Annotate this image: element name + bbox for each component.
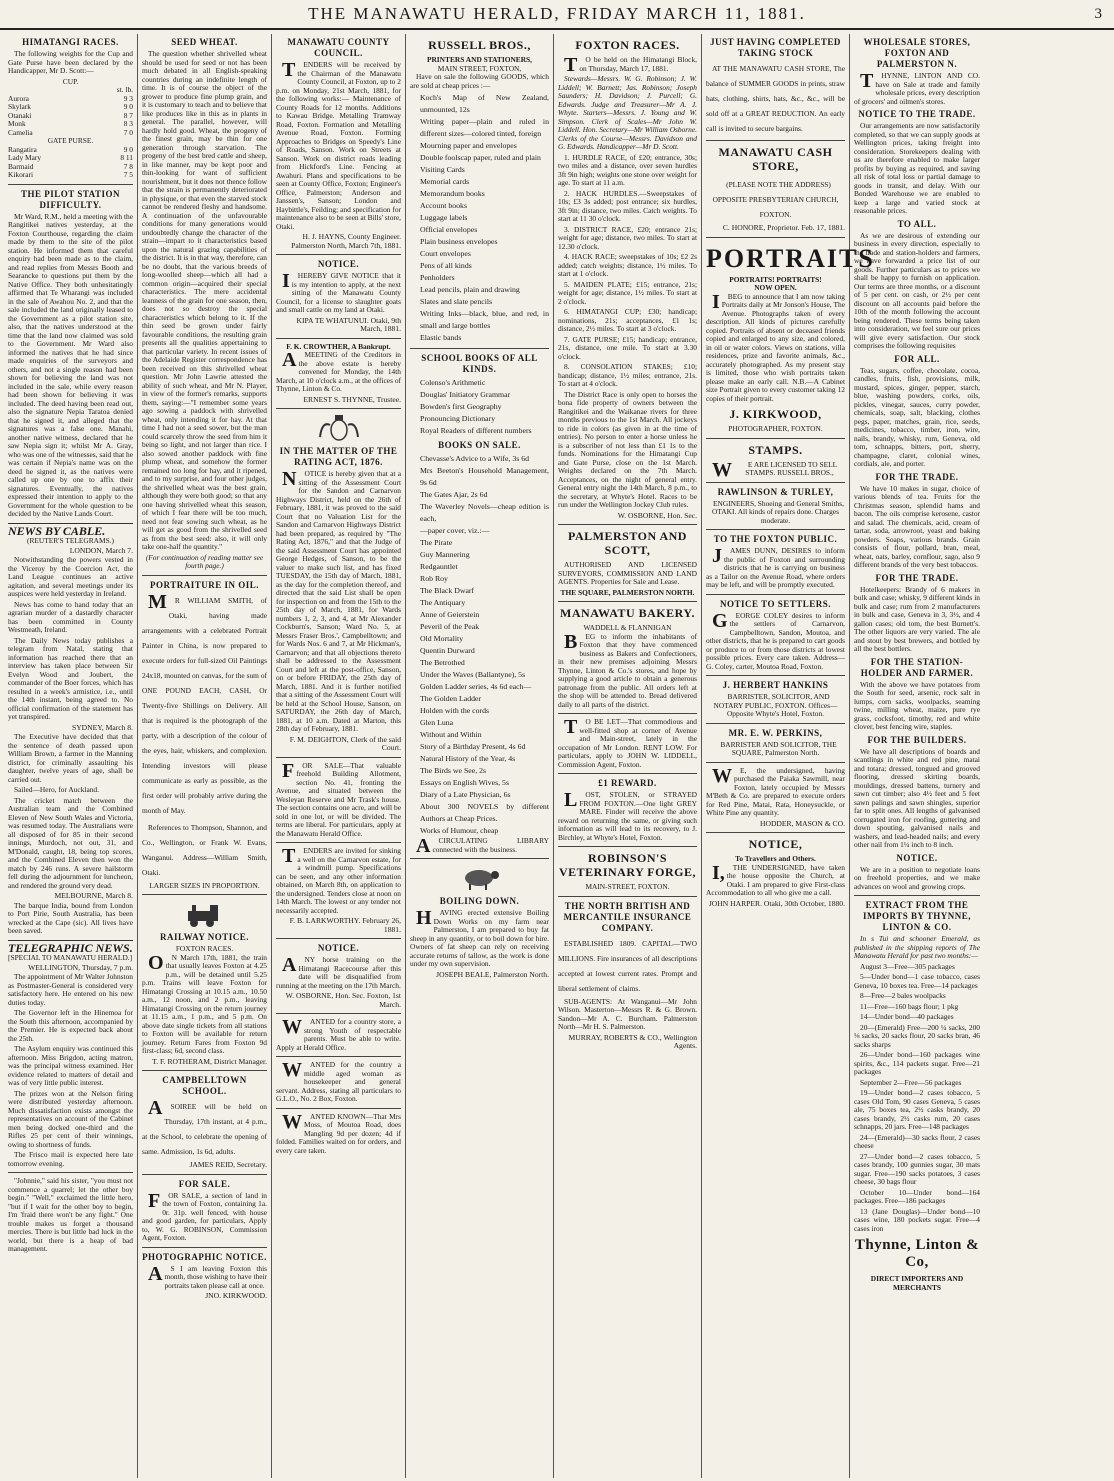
- list-item: 24—(Emerald)—30 sacks flour, 2 cases cheese: [854, 1132, 980, 1150]
- telegraph-paragraph: The Governor left in the Hinemoa for the South this afternoon, accompanied by the Premier. He is expected back about the 25th.: [8, 1008, 133, 1043]
- divider: [706, 762, 845, 763]
- for-sale-heading: FOR SALE.: [178, 1178, 231, 1189]
- county-council-body: TENDERS will be received by the Chairman of the Manawatu County Council, at Foxton, up to 2 p.m. on Monday, 21st March, 1881, for the following works:— Maintenance of County Roads for 12 months. Additions to Kawau Bridge. Metalling Tramway Road, Foxton. Formation and Metalling Avenue Road, Foxton. Forming Approaches to Bridges on Speedy's Line of Roads, Sanson. Work on Streets at Sanson. Work on district roads leading from Hickford's Line. Fencing at Awahuri. Plans and specifications to be seen at County Office, Foxton; Engineer's Office, Palmerston; Anderson and Janssen's, Sanson; London and Haybittle's, Feilding; and specification for maintenance also to be seen at Bills' store, Otaki.: [276, 59, 401, 231]
- list-item: August 3—Free—305 packages: [860, 961, 955, 971]
- for-sale-body: FOR SALE, a section of land in the town of Foxton, containing 1a. 0r. 31p. well fenced, with house and good garden, for particulars, Apply to, W. G. ROBINSON, Commission Agent, Foxton.: [142, 1189, 267, 1242]
- divider: [558, 773, 697, 774]
- list-item: Koch's Map of New Zealand, unmounted, 12s: [420, 93, 549, 114]
- circulating-library: ACIRCULATING LIBRARY connected with the business.: [416, 835, 549, 857]
- list-item: Memorial cards: [420, 177, 470, 186]
- telegraph-paragraph: The prizes won at the Nelson firing were distributed yesterday afternoon. Much dissatisfaction exists amongst the representatives on account of the Cabinet men being docked one-third and the Rifles 25 per cent of their winnings, owing to shortness of funds.: [8, 1088, 133, 1149]
- cash-store-signature: C. HONORE, Proprietor. Feb. 17, 1881.: [722, 223, 845, 232]
- cable-dateline: SYDNEY, March 8.: [71, 722, 133, 732]
- horse-weight: 9 0: [123, 102, 133, 111]
- gate-purse-label: GATE PURSE.: [47, 136, 94, 145]
- portraits-now-open: NOW OPEN.: [754, 283, 797, 292]
- list-item: Elastic bands: [420, 333, 462, 342]
- list-item: The Black Dwarf: [420, 586, 475, 595]
- list-item: Diary of a Late Physician, 6s: [420, 790, 511, 799]
- races-intro: The following weights for the Cup and Gate Purse have been declared by the Handicapper, Mr D. Scott:—: [8, 49, 133, 75]
- list-item: Works of Humour, cheap: [420, 826, 499, 835]
- horse-weight: 7 8: [123, 161, 133, 171]
- cup-label: CUP.: [62, 76, 79, 86]
- railway-notice-heading: RAILWAY NOTICE.: [159, 932, 250, 942]
- wholesale-stores-heading: WHOLESALE STORES, FOXTON AND PALMERSTON N.: [863, 37, 971, 69]
- wanted-youth: WANTED for a country store, a strong Youth of respectable parents. Must be able to write. Apply at Herald Office.: [276, 1016, 401, 1052]
- portraits-heading: PORTRAITS: [706, 243, 875, 273]
- list-item: 1. HURDLE RACE, of £20; entrance, 30s; two miles and a distance, over seven hurdles 3ft 9in high; weights one stone over weight for age. To start at 11 a.m.: [558, 152, 697, 187]
- list-item: 14—Under bond—40 packages: [860, 1012, 954, 1021]
- list-item: October 10—Under bond—164 packages. Free—186 packages: [854, 1187, 980, 1205]
- to-all-heading: TO ALL.: [897, 218, 937, 229]
- divider: [276, 938, 401, 939]
- notice-signature: KIPA TE WHATUNUI. Otaki, 9th March, 1881.: [296, 315, 401, 333]
- photographic-signature: JNO. KIRKWOOD.: [205, 1291, 267, 1300]
- manawatu-bakery-heading: MANAWATU BAKERY.: [560, 606, 695, 620]
- printers-stationers: PRINTERS AND STATIONERS,: [426, 55, 533, 64]
- foxton-races-intro: TO be held on the Himatangi Block, on Thursday, March 17, 1881.: [564, 54, 697, 76]
- divider: [706, 529, 845, 530]
- boiling-down-heading: BOILING DOWN.: [439, 896, 520, 906]
- palmerston-scott-address: THE SQUARE, PALMERSTON NORTH.: [560, 587, 695, 597]
- list-item: Story of a Birthday Present, 4s 6d: [420, 742, 526, 751]
- portraits-subheading: PORTRAITS! PORTRAITS!: [729, 274, 822, 284]
- list-item: 6. HIMATANGI CUP; £30; handicap; nominations, 21s; acceptances, £1 1s; distance, 2½ miles. To start at 3 o'clock.: [558, 307, 697, 333]
- divider: [276, 254, 401, 255]
- russell-intro: Have on sale the following GOODS, which are sold at cheap prices :—: [410, 72, 549, 90]
- divider: [706, 832, 845, 833]
- list-item: Anne of Geierstein: [420, 610, 480, 619]
- stamps-body: WE ARE LICENSED TO SELL STAMPS. RUSSELL BROS.,: [712, 458, 838, 481]
- well-tenders: TENDERS are invited for sinking a well on the Carnarvon estate, for a windmill pump. Specifications can be seen, and any other information obtained, on March 8th, on application to the undersigned. Tenders close at noon on 14th March. The lowest or any tender not necessarily accepted.: [276, 845, 401, 915]
- veterinary-forge-heading: ROBINSON'S VETERINARY FORGE,: [559, 851, 696, 879]
- perkins-body: BARRISTER AND SOLICITOR, THE SQUARE, Palmerston North.: [720, 739, 837, 757]
- list-item: Chevasse's Advice to a Wife, 3s 6d: [420, 454, 529, 463]
- locomotive-icon: [180, 899, 230, 929]
- school-books-heading: SCHOOL BOOKS OF ALL KINDS.: [421, 353, 538, 374]
- divider: [558, 713, 697, 714]
- divider: [706, 482, 845, 483]
- veterinary-forge-address: MAIN-STREET, FOXTON.: [585, 882, 670, 891]
- sheep-icon: [455, 863, 505, 893]
- list-item: Colenso's Arithmetic: [420, 378, 486, 387]
- sawmill-signature: HODDER, MASON & CO.: [759, 818, 845, 828]
- imports-extract-heading: EXTRACT FROM THE IMPORTS BY THYNNE, LINTON & CO.: [863, 900, 971, 932]
- divider: [142, 575, 267, 576]
- insurance-heading: THE NORTH BRITISH AND MERCANTILE INSURANCE COMPANY.: [563, 900, 692, 933]
- carter-body: GEORGE COLEY desires to inform the settlers of Carnarvon, Campbelltown, Sandon, Moutoa, and other districts, that he is prepared to cart goods or produce to or from those districts at lowest possible prices. Every care taken. Address—G. Coley, carter, Moutoa Road, Foxton.: [706, 609, 845, 671]
- telegraph-dateline: WELLINGTON, Thursday, 7 p.m.: [28, 962, 133, 972]
- list-item: Official envelopes: [420, 225, 478, 234]
- taking-stock-body: AT THE MANAWATU CASH STORE, The balance of SUMMER GOODS in prints, straw hats, clothing, shirts, hats, &c., &c., will be sold off at a GREAT REDUCTION. An early call is invited to secure bargains.: [706, 64, 845, 133]
- palmerston-scott-heading: PALMERSTON AND SCOTT,: [568, 529, 687, 557]
- list-item: Guy Mannering: [420, 550, 470, 559]
- horse-name: Aurora: [8, 93, 29, 103]
- list-item: The Birds we See, 2s: [420, 766, 487, 775]
- horse-weight: 8 7: [123, 110, 133, 120]
- notice-to-trade-heading: NOTICE TO THE TRADE.: [858, 109, 976, 119]
- list-item: 5—Under bond—1 case tobacco, cases Geneva, 10 boxes tea. Free—14 packages: [854, 972, 980, 990]
- insurance-body: ESTABLISHED 1809. CAPITAL—TWO MILLIONS. Fire insurances of all descriptions accepted at lowest current rates. Prompt and liberal settlement of claims.: [558, 938, 697, 993]
- telegraph-paragraph: The Frisco mail is expected here late tomorrow evening.: [8, 1150, 133, 1168]
- cup-weights-table: [8, 86, 133, 137]
- reward-body: LOST, STOLEN, or STRAYED FROM FOXTON.—One light GREY MARE. Finder will receive the above reward on returning the same, or giving such information as will lead to its recovery, to J. Birchley, at Whyte's Hotel, Foxton.: [558, 789, 697, 842]
- divider: [558, 524, 697, 525]
- rating-act-signature: F. M. DEIGHTON, Clerk of the said Court.: [289, 734, 401, 752]
- bankrupt-body: AMEETING of the Creditors in the above estate is hereby convened for Monday, the 14th March, at 10 o'clock a.m., at the offices of Thynne, Linton & Co.: [276, 349, 401, 393]
- seed-wheat-heading: SEED WHEAT.: [171, 37, 238, 47]
- list-item: Under the Waves (Ballantyne), 5s: [420, 670, 526, 679]
- list-item: Writing Inks—black, blue, and red, in small and large bottles: [420, 309, 549, 330]
- list-item: 19—Under bond—2 cases tobacco, 5 cases Old Tom, 90 cases Geneva, 5 cases ale, 75 boxes tea, 2½ casks brandy, 20 cases brandy, 2½ casks rum, 20 cases schnapps, 20 jars. Free—148 packages: [854, 1088, 980, 1131]
- list-item: 26—Under bond—160 packages wine spirits, &c., 114 packets sugar. Free—21 packages: [854, 1050, 980, 1076]
- horse-weight: 7 0: [123, 127, 133, 137]
- divider: [706, 438, 845, 439]
- list-item: Quentin Durward: [420, 646, 475, 655]
- county-council-heading: MANAWATU COUNTY COUNCIL.: [287, 37, 390, 58]
- rawlinson-turley-heading: RAWLINSON & TURLEY,: [717, 486, 834, 497]
- column-2: [138, 34, 272, 1478]
- list-item: Bowden's first Geography: [420, 402, 502, 411]
- list-item: Royal Readers of different numbers: [420, 426, 532, 435]
- list-item: Writing paper—plain and ruled in different sizes—colored tinted, foreign: [420, 117, 549, 138]
- cable-dateline: MELBOURNE, March 8.: [54, 891, 133, 900]
- list-item: 2. HACK HURDLES.—Sweepstakes of 10s; £3 3s added; post entrance; six hurdles, 3ft 9in; distance, two miles. Catch weights. To start at 11 30 o'clock.: [558, 188, 697, 223]
- telegraph-paragraph: The appointment of Mr Walter Johnston as Postmaster-General is considered very satisfactory here. He entered on his new duties today.: [8, 972, 133, 1007]
- divider: [276, 842, 401, 843]
- cable-paragraph: The Executive have decided that that the sentence of death passed upon William Brown, a farmer in the Manning district, for criminally assaulting his daughter, twelve years of age, shall be carried out.: [8, 732, 133, 784]
- wholesale-intro: THYNNE, LINTON AND CO. have on Sale at trade and family wholesale prices, every description of grocers' and oilmen's stores.: [854, 70, 980, 106]
- for-the-trade-heading-2: FOR THE TRADE.: [875, 572, 959, 583]
- masthead: [0, 0, 1114, 30]
- horse-name: Barmaid: [8, 161, 34, 171]
- foxton-races-heading: FOXTON RACES.: [575, 38, 680, 52]
- for-all-heading: FOR ALL.: [894, 353, 940, 364]
- list-item: Rob Roy: [420, 574, 448, 583]
- station-holder-heading: FOR THE STATION-HOLDER AND FARMER.: [860, 656, 974, 678]
- horse-name: Lady Mary: [8, 153, 42, 162]
- column-5: [554, 34, 702, 1478]
- divider: [410, 858, 549, 859]
- cash-store-heading: MANAWATU CASH STORE,: [718, 145, 833, 173]
- races-signature: W. OSBORNE, Hon. Sec.: [617, 510, 697, 520]
- list-item: The Pirate: [420, 538, 453, 547]
- list-item: Court envelopes: [420, 249, 471, 258]
- list-item: The Betrothed: [420, 658, 465, 667]
- horse-weight: 8 3: [123, 119, 133, 128]
- list-item: 8—Free—2 bales woolpacks: [860, 991, 946, 1000]
- rating-act-body: NOTICE is hereby given that at a sitting of the Assessment Court for the Sandon and Carnarvon Highways District, held on the 26th of February, 1881, it was proved to the said Court that no Valuation List for the Sandon and Carnarvon Highways District had been prepared, as required by "The Rating Act, 1876," and that the Judge of the said Assessment Court has appointed George Hedges, of Sanson, to be the valuer to make such list, and has fixed TUESDAY, the 15th day of March, 1881, as the day for the completion thereof, and directed that the said List shall be open for inspection on and from the 15th to the 25th day of March, 1881, for Wards numbers 1, 2, 3, and 4, at Mr Alexander Cockburn's, Sanson; Ward No. 5, at Messrs Fraser Bros.', Campbelltown; and for Wards Nos. 6 and 7, at Mr Hickman's, Carnarvon; and that all objections thereto shall be addressed to the Assessment Court and left at the post-office, Sanson, on or before FRIDAY, the 25th day of March, 1881. And it is further notified that a sitting of the Assessment Court will be held at the School House, Sanson, on SATURDAY, the 26th day of March, 1881, at 10 a.m. Dated at Marton, this 28th day of February, 1881.: [276, 468, 401, 733]
- racecourse-notice-signature: W. OSBORNE, Hon. Sec. Foxton, 1st March.: [285, 991, 401, 1009]
- cable-paragraph: The cricket match between the Australian team and the Combined Eleven of New South Wales and Victoria, was resumed today. The Australians were all disposed of for 85 in their second innings, Murdoch, not out, 31, and M'Donald, caught, 18, being top scores, and the Combined Eleven then won the match by 246 runs. A severe hailstorm fell during the adjournment for luncheon, and rendered the ground very dead.: [8, 795, 133, 890]
- loans-notice-heading: NOTICE.: [896, 852, 938, 863]
- list-item: 13 (Jane Douglas)—Under bond—10 cases wine, 180 pockets sugar. Free—4 cases iron: [854, 1206, 980, 1233]
- cable-paragraph: The Daily News today publishes a telegram from Natal, stating that information has reached there that an interview has taken place between Sir Evelyn Wood and Joubert, the commander of the Boer forces, which has resulted in a week's armistice, i.e., until the 14th instant, being agreed to. No official confirmation of the statement has yet transpired.: [8, 635, 133, 721]
- list-item: Essays on English Wives, 5s: [420, 778, 509, 787]
- stamps-heading: STAMPS.: [748, 442, 803, 457]
- hankins-heading: J. HERBERT HANKINS: [722, 680, 829, 690]
- list-item: Double foolscap paper, ruled and plain: [420, 153, 541, 162]
- divider: [276, 338, 401, 339]
- column-4: [406, 34, 554, 1478]
- divider: [706, 675, 845, 676]
- divider: [706, 723, 845, 724]
- racecourse-notice-body: ANY horse training on the Himatangi Racecourse after this date will be disqualified from running at the meeting on the 17th March.: [276, 954, 401, 990]
- page-number: 3: [1094, 6, 1104, 22]
- list-item: 5. MAIDEN PLATE; £15; entrance, 21s; weight for age; distance, 1½ miles. To start at 2 o'clock.: [558, 279, 697, 306]
- for-the-trade-heading: FOR THE TRADE.: [875, 471, 959, 482]
- photographic-notice-heading: PHOTOGRAPHIC NOTICE.: [142, 1251, 267, 1262]
- kirkwood-name: J. KIRKWOOD,: [729, 407, 822, 421]
- rating-act-heading: IN THE MATTER OF THE RATING ACT, 1876.: [279, 446, 398, 467]
- cable-paragraph: The barque India, bound from London to Port Pirie, South Australia, has been wrecked at the Cape (sic). All lives have been saved.: [8, 900, 133, 935]
- telegraph-paragraph: The Asylum enquiry was continued this afternoon. Miss Brigdon, acting matron, was the principal witness examined. Her evidence related to matters of detail and was of very little public interest.: [8, 1044, 133, 1087]
- divider: [8, 1172, 133, 1173]
- campbelltown-heading: CAMPBELLTOWN SCHOOL.: [162, 1075, 247, 1096]
- builders-body: We have all descriptions of boards and scantlings in white and red pine, matai and totara; dressed, tongued and grooved flooring, dressed skirting boards, mouldings, dressed battens, turnery and sawn cut timber; also 4½ feet and 5 feet sawn palings and sawn shingles, superior far to split ones. All lengths of galvanised corrugated iron for roofing, guttering and down spouting, galvanised nails and washers, and lead-headed nails; and every other nail from 1¼ inch to 8 inch.: [854, 746, 980, 849]
- railway-body: ON March 17th, 1881, the train that usually leaves Foxton at 4.25 p.m., will be detained until 5.25 p.m. Trains will leave Foxton for Himatangi Crossing at 10.15 a.m., 10.50 a.m., 12 noon, and 2 p.m., leaving Himatangi Crossing on the return journey at 11.15 a.m., 1 p.m., and 5 p.m. On above date single tickets from all stations to Foxton will be available for return journey. Return Fares from Foxton 9d first-class; 6d, second class.: [142, 951, 267, 1055]
- travellers-subheading: To Travellers and Others.: [735, 854, 816, 863]
- list-item: Visiting Cards: [420, 165, 465, 174]
- list-item: Douglas' Initiatory Grammar: [420, 390, 511, 399]
- horse-name: Kikorari: [8, 170, 34, 179]
- list-item: Pens of all kinds: [420, 261, 472, 270]
- list-item: Memorandum books: [420, 189, 485, 198]
- news-by-cable-heading: NEWS BY CABLE.: [8, 523, 133, 536]
- cable-paragraph: Sailed—Hero, for Auckland.: [14, 785, 99, 794]
- list-item: The Gates Ajar, 2s 6d: [420, 490, 488, 499]
- divider: [142, 894, 267, 895]
- foxton-public-heading: TO THE FOXTON PUBLIC.: [713, 534, 838, 544]
- divider: [8, 184, 133, 185]
- list-item: 7. GATE PURSE; £15; handicap; entrance, 21s, distance, one mile. To start at 3.30 o'clock.: [558, 334, 697, 361]
- portraiture-heading: PORTRAITURE IN OIL.: [150, 579, 259, 590]
- books-on-sale-heading: BOOKS ON SALE.: [438, 440, 521, 450]
- list-item: Redgauntlet: [420, 562, 458, 571]
- divider: [142, 1247, 267, 1248]
- continuation-note: (For continuation of reading matter see fourth page.): [145, 552, 264, 570]
- notice-to-trade-body: Our arrangements are now satisfactorily completed, so that we can supply goods at Wellington prices, taking freight into consideration. Storekeepers dealing with us are therefore enabled to make larger profits by buying as required, and saving all risk of total loss or partial damage to goods in transit, and delay. With our Bonded Warehouse we are enabled to keep a large and varied stock at reasonable prices.: [854, 121, 980, 215]
- list-item: Lead pencils, plain and drawing: [420, 285, 520, 294]
- divider: [276, 1056, 401, 1057]
- pilot-station-heading: THE PILOT STATION DIFFICULTY.: [20, 188, 121, 210]
- larger-sizes: LARGER SIZES IN PROPORTION.: [149, 880, 260, 890]
- race-rules: The District Race is only open to horses the bona fide property of owners between the Rangitikei and the Waikanae rivers for three months previous to the 1st March. All jockeys to ride in colors (as given in at the time of entries). No person to enter a horse unless he is a subscriber of not less than £1 1s to the funds. Nominations for the Himatangi Cup and Gate Purse, close on the 1st March. Weights declared on the 7th March. Acceptances, on the night of general entry. General entry night the 14th March, 8 p.m., to the secretary, at Whyte's Hotel. Races to be run under the Wellington Jockey Club rules.: [558, 389, 697, 509]
- russell-address: MAIN STREET, FOXTON,: [437, 63, 522, 73]
- list-item: —paper cover, viz.:—: [420, 526, 490, 535]
- campbelltown-signature: JAMES REID, Secretary.: [189, 1160, 267, 1169]
- rawlinson-turley-body: ENGINEERS, Shoeing and General Smiths, OTAKI. All kinds of repairs done. Charges moderate.: [712, 498, 844, 525]
- horse-weight: 9 0: [123, 144, 133, 154]
- portraits-body: IBEG to announce that I am now taking Portraits daily at Mr Jonson's House, The Avenue. Photographs taken of every description. All kinds of pictures carefully copied. Portraits of absent or deceased friends copied and enlarged to any size, and colored, in oil or water colors. Views on stations, villa residences, prize and favorite animals, &c., accurately photographed. As my present stay is limited, those who wish portraits taken please make an early call. N.B.—A Cabinet size Portrait given to every customer taking 12 copies of their portrait.: [706, 290, 845, 403]
- well-tenders-signature: F. B. LARKWORTHY. February 26, 1881.: [289, 916, 401, 934]
- divider: [558, 846, 697, 847]
- list-item: The Antiquary: [420, 598, 466, 607]
- telegraphic-news-heading: TELEGRAPHIC NEWS.: [8, 940, 133, 955]
- list-item: Old Mortality: [420, 634, 464, 643]
- divider: [410, 348, 549, 349]
- station-holder-body: With the above we have potatoes from the South for seed, arsenic, rock salt in lumps, corn sacks, woolpacks, seaming twine, milling wheat, maize, pure rye grass, cocksfoot, timothy, red and white clover, best fencing wire, staples.: [854, 679, 980, 731]
- list-item: Pronouncing Dictionary: [420, 414, 496, 423]
- list-item: Without and Within: [420, 730, 482, 739]
- bakery-owners: WADDELL & FLANNIGAN: [583, 623, 672, 632]
- school-books-list: [410, 377, 549, 437]
- hankins-body: BARRISTER, SOLICITOR, AND NOTARY PUBLIC, FOXTON. Offices—Opposite Whyte's Hotel, Foxton.: [713, 692, 838, 718]
- goods-list: [410, 92, 549, 344]
- loans-notice-body: We are in a position to negotiate loans on freehold properties, and we make advances on wool and growing crops.: [854, 864, 980, 891]
- books-list: [410, 453, 549, 837]
- list-item: Holden with the cords: [420, 706, 490, 715]
- for-the-trade-body-2: Hotelkeepers: Brandy of 6 makers in bulk and case; whisky, 9 different kinds in bulk and case; rum from 2 manufacturers in bulk and case, Geneva in 3, 3½, and 4 gallon cases; old tom, the best Burnett's. The other liquors are very varied. The ale and stout by best brewers, and bottled by all the best bottlers.: [854, 584, 980, 653]
- divider: [276, 408, 401, 409]
- divider: [142, 1070, 267, 1071]
- county-council-signature: H. J. HAYNS, County Engineer. Palmerston North, March 7th, 1881.: [291, 232, 401, 250]
- joke-filler: "Johnnie," said his sister, "you must not commence a quarrel; let the other boy begin." "Well," exclaimed the little hero, "but if I wait for the other boy to begin, I'm 'fraid there won't be any fight." One trouble makes us forget a thousand mercies. There is but little bad luck in the world, but there is a heap of bad management.: [8, 1176, 133, 1253]
- sawmill-body: WE, the undersigned, having purchased the Paiaka Sawmill, near Foxton, lately occupied by Messrs M'Beth & Co. are prepared to execute orders for Red Pine, Matai, Rata, Honeysuckle, or White Pine any quantity.: [706, 764, 845, 817]
- telegraph-source: [SPECIAL TO MANAWATU HERALD.]: [8, 953, 133, 962]
- divider: [706, 140, 845, 141]
- divider: [706, 237, 845, 238]
- columns: [4, 34, 1110, 1478]
- cable-paragraph: News has come to hand today that an agrarian murder of a dastardly character has been committed in County Westmeath, Ireland.: [8, 599, 133, 634]
- divider: [276, 757, 401, 758]
- reward-heading: £1 REWARD.: [598, 778, 657, 788]
- royal-coat-of-arms-icon: [314, 413, 364, 443]
- thynne-linton-footer: Thynne, Linton & Co,: [854, 1237, 980, 1270]
- column-6: [702, 34, 875, 1478]
- list-item: Golden Ladder series, 4s 6d each—: [420, 682, 532, 691]
- for-the-trade-body: We have 10 makes in sugar, choice of various blends of tea. Fruits for the Christmas season, splendid hams and bacon. The oils comprise kerosene, castor and salad. The chemicals, acid, cream of tartar, soda, arrowroot, yeast and baking powders. Soaps, various brands. Grain consists of flour, pollard, bran, meal, wheat, oats, barley, cornflour, sago, also 9 different brands of the very best tobaccos.: [854, 483, 980, 569]
- portraiture-body: MR WILLIAM SMITH, of Otaki, having made arrangements with a celebrated Portrait Painter in China, is now prepared to execute orders for full-sized Oil Paintings 24x18, mounted on canvas, for the sum of ONE POUND EACH, CASH, Or Twenty-five Shillings on Delivery. All that is required is the photograph of the party, with a description of the colour of the eyes, hair, whiskers, and complexion. Intending investors will please communicate as early as possible, as the first order will probably arrive during the month of May.: [142, 590, 267, 815]
- travellers-signature: JOHN HARPER. Otaki, 30th October, 1880.: [708, 898, 845, 908]
- list-item: Luggage labels: [420, 213, 468, 222]
- divider: [706, 594, 845, 595]
- bankrupt-signature: ERNEST S. THYNNE, Trustee.: [303, 394, 401, 404]
- bakery-body: BEG to inform the inhabitants of Foxton that they have commenced business as Bakers and Confectioners, in their new premises adjoining Messrs Thynne, Linton & Co.'s stores, and hope by supplying a good article to obtain a generous patronage from the public. All orders left at the shop will be attended to. Bread delivered daily to all parts of the district.: [558, 630, 697, 709]
- cup-head: st. lb.: [116, 85, 133, 94]
- list-item: The Golden Ladder: [420, 694, 482, 703]
- travellers-notice-heading: NOTICE,: [748, 837, 803, 851]
- russell-bros-heading: RUSSELL BROS.,: [428, 38, 531, 52]
- to-all-body: As we are desirous of extending our business in every direction, especially to the trade and station-holders and farmers, we have forwarded a price list of our goods. Further particulars as to prices we shall be happy to furnish on application. Our terms are three months, or a discount of 5 per cent. on cash, or 2½ per cent discount on all accounts paid before the 10th of the month following the account being rendered. These terms being taken into consideration, we feel sure our prices will give every satisfaction. Our stock comprises the following requisites: [854, 230, 980, 350]
- pilot-article: Mr Ward, R.M., held a meeting with the Rangitikei natives yesterday, at the Foxton Courthouse, regarding the claim made by them to the site of the pilot station. He informed them that careful enquiry had been made as to the claim, and read replies from Messrs Booth and Searancke to questions put them by the Native Office. They both unhesitatingly affirmed that Te Wharangi was included in the sale of Awahou No. 2, and that the sale included the land originally leased to the Government as a pilot station site, also, that the natives understood at the time that the land now claimed was sold to the Government. Mr Ward also informed the natives that he had since made enquiries of the surveyors and others, and not a single reason had been shown for believing the land was not included in the sale, while every reason had been shown for believing it was included. The deed having been read out, also the signature Nepia Taratoa denied that he signed it, and alleged that the signatures was a false one. Manahi, another native witness, declared that he saw Nepia sign it; whilst Mr A. Gray, who was one of the witnesses, said that he was certain if Nepia's name was on the deed he signed it, as the natives were called up one by one to affix their signatures. Eventually, the natives expressed their intention to apply to the Government for the whole question to be decided by the Native Lands Court.: [8, 211, 133, 518]
- list-item: Penholders: [420, 273, 455, 282]
- settlers-notice-heading: NOTICE TO SETTLERS.: [720, 598, 831, 609]
- race-officials: Stewards—Messrs. W. G. Robinson; J. W. Liddell; W. Barnett; Jas. Robinson; Joseph Saunders; H. Davidson; J. Purcell; G. Edwards. Judge and Treasurer—Mr A. J. Whyte. Starters—Messrs. J. Young and W. Simpson. Clerk of Scales—Mr John W. Liddell. Hon. Secretary—Mr William Osborne. Clerks of the Course—Messrs. Davidson and G. Edwards. Handicapper—Mr D. Scott.: [558, 74, 697, 151]
- notice-heading: NOTICE.: [317, 259, 360, 269]
- list-item: Mourning paper and envelopes: [420, 141, 517, 150]
- divider: [276, 1108, 401, 1109]
- list-item: 11—Free—160 bags flour; 1 pkg: [860, 1001, 959, 1011]
- perkins-heading: MR. E. W. PERKINS,: [728, 727, 823, 738]
- table-row: [8, 171, 133, 180]
- palmerston-scott-body: AUTHORISED AND LICENSED SURVEYORS, COMMISSION AND LAND AGENTS. Properties for Sale and Lease.: [558, 560, 697, 586]
- taking-stock-heading: JUST HAVING COMPLETED TAKING STOCK: [710, 37, 841, 58]
- list-item: Slates and slate pencils: [420, 297, 493, 306]
- racecourse-notice-heading: NOTICE.: [317, 943, 360, 953]
- horse-name: Otanaki: [8, 110, 32, 120]
- column-3: [272, 34, 406, 1478]
- horse-weight: 9 3: [123, 93, 133, 103]
- horse-name: Monk: [8, 119, 26, 128]
- divider: [142, 1174, 267, 1175]
- divider: [558, 896, 697, 897]
- tailor-body: JAMES DUNN, DESIRES to inform the public of Foxton and surrounding districts that he is carrying on business as a Tailor on the Avenue Road, where orders may be left, and will be promptly executed.: [706, 545, 845, 589]
- horse-name: Skylark: [8, 102, 31, 111]
- direct-importers: DIRECT IMPORTERS AND MERCHANTS: [870, 1274, 964, 1292]
- photographic-notice-body: AS I am leaving Foxton this month, those wishing to have their portraits taken please call at once.: [148, 1262, 267, 1290]
- cable-paragraph: Notwithstanding the powers vested in the Viceroy by the Coercion Act, the Land League continues an active agitation, and several meetings under its auspices were held yesterday in Ireland.: [8, 555, 133, 598]
- portraiture-references: References to Thompson, Shannon, and Co., Wellington, or Frank W. Evans, Wanganui. Address—William Smith, Otaki.: [142, 822, 267, 877]
- column-7: [850, 34, 984, 1478]
- gate-purse-table: [8, 146, 133, 180]
- imports-intro: In s Tui and schooner Emerald, as published in the shipping reports of The Manawatu Herald for past two months:—: [854, 934, 980, 960]
- railway-signature: T. F. ROTHERAM, District Manager.: [152, 1056, 267, 1066]
- shop-to-let: TO BE LET—That commodious and well-fitted shop at corner of Avenue and Main-street, lately in the occupation of Mr London. RENT LOW. For particulars, apply to JOHN W. LIDDELL, Commission Agent, Foxton.: [558, 716, 697, 769]
- list-item: Account books: [420, 201, 467, 210]
- cable-dateline: LONDON, March 7.: [69, 545, 133, 555]
- boiling-down-signature: JOSEPH BEALE, Palmerston North.: [436, 969, 549, 979]
- divider: [276, 1013, 401, 1014]
- horse-name: Rangatira: [8, 144, 37, 154]
- travellers-body: I,THE UNDERSIGNED, have taken the house opposite the Church, at Otaki. I am prepared to give First-class Accommodation to all who give me a call.: [706, 861, 845, 897]
- divider: [854, 895, 980, 896]
- list-item: Mrs Beeton's Household Management, 9s 6d: [420, 466, 549, 487]
- campbelltown-body: ASOIREE will be held on Thursday, 17th instant, at 4 p.m., at the School, to celebrate the opening of same. Admission, 1s 6d, adults.: [142, 1097, 267, 1156]
- insurance-agents: SUB-AGENTS: At Wanganui—Mr John Wilson. Masterton—Messrs R. & G. Brown. Sandon—Mr A. C. Burcham. Palmerston North—Mr H. S. Palmerston.: [558, 996, 697, 1031]
- notice-body: IHEREBY GIVE NOTICE that it is my intention to apply, at the next sitting of the Manawatu County Council, for a license to slaughter goats and small cattle on my land at Otaki.: [276, 270, 401, 314]
- cash-store-address: (PLEASE NOTE THE ADDRESS) OPPOSITE PRESBYTERIAN CHURCH, FOXTON.: [712, 180, 839, 219]
- builders-heading: FOR THE BUILDERS.: [867, 734, 967, 745]
- list-item: Plain business envelopes: [420, 237, 498, 246]
- for-all-body: Teas, sugars, coffee, chocolate, cocoa, candles, fruits, fish, provisions, milk, mustard, spices, ginger, pepper, starch, blue, washing powders, corks, oils, pickles, vinegar, sauces, curry powder, chemicals, soap, salt, blacking, clothes pegs, paper, matches, grain, rice, seeds, medicines, tobacco, timber, iron, wire, nails, brandy, whisky, rum, Geneva, old tom, schnapps, bitters, port, sherry, champagne, claret, colonial wines, cordials, ale, and porter.: [854, 365, 980, 468]
- table-row: [8, 112, 133, 121]
- masthead-title: THE MANAWATU HERALD, FRIDAY MARCH 11, 1881.: [308, 4, 806, 23]
- list-item: 4. HACK RACE; sweepstakes of 10s; £2 2s added; catch weights; distance, 1½ miles. To start at 1 o'clock.: [558, 252, 697, 278]
- horse-weight: 7 5: [123, 170, 133, 179]
- wanted-housekeeper: WANTED for the country a middle aged woman as housekeeper and general servant. Address, stating all particulars to G.L.O., No. 2 Box, Foxton.: [276, 1059, 401, 1103]
- wanted-known-mangling: WANTED KNOWN—That Mrs Moss, of Moutoa Road, does Mangling 9d per dozen; 4d if folded. Families waited on for orders, and every care taken.: [276, 1110, 401, 1155]
- divider: [558, 601, 697, 602]
- boiling-down-body: HAVING erected extensive Boiling Down Works on my farm near Palmerston, I am prepared to buy fat sheep in any quantity, or to boil down for hire. Owners of fat sheep can rely on receiving accurate returns of tallow, as the work is done under my own supervision.: [410, 907, 549, 968]
- kirkwood-title: PHOTOGRAPHER, FOXTON.: [728, 424, 823, 433]
- horse-name: Camelia: [8, 127, 33, 137]
- himatangi-races-heading: HIMATANGI RACES.: [22, 37, 119, 47]
- horse-weight: 8 11: [120, 153, 133, 162]
- seed-wheat-article: The question whether shrivelled wheat should be used for seed or not has been much debated in all English-speaking countries during an indefinite length of time. It is of course the object of the grower to produce fine plump grain, and it is customary to teach and to believe that like produces like in this as in plants in general. The parallel, however, will hardly hold good. Wheat, the progeny of the finest grain, may be thin for one generation through starvation. The progeny of the best bred cattle and sheep, in like manner, may be kept poor and thin-looking for want of sufficient nourishment, but it does not thence follow that the strain is permanently deteriorated in physique, or that even the starved stock cannot be rendered fleshy and handsome. A continuation of the unfavourable conditions for many generations would undoubtedly change the character of the strain—impart to it characteristics based upon the natural grazing capabilities of the district. It is in that way, therefore, can be no doubt, that the various breeds of long-woolled sheep—which all had a common origin—acquired their special characteristics. The mere accidental leanness of the grain for one season, then, does not so destroy the special characteristics which belong to it. If the thin seed be grown under fairly favourable conditions, the resulting grain presents all the qualities appertaining to that particular variety. In recent issues of the Adelaide Register correspondence has been received on this shrivelled wheat question. Mr John Lawrie attested the ability of such wheat, and Mr N. Player, in view of the former's remarks, supports them, saying:—"I remember some years ago sowing a paddock with shrivelled wheat, only intending it for hay. At that time I had not a seed sower, but the man could scarcely throw the seed from him it being so light, and not larger than rice. I also sowed another paddock with fine plump wheat, and somehow the former remained too long for hay, and it ripened, and to my surprise, and four other judges, the shrivelled wheat was the best grain, although they were both good; so that any one having shrivelled wheat this season, of which I fear there will be too much, need not fear sowing such wheat, as he will get as good from the shrivelled seed as from the best seed: also, it will only take one-half the quantity.": [142, 49, 268, 551]
- list-item: September 2—Free—56 packages: [860, 1077, 962, 1087]
- allotment-for-sale: FOR SALE—That valuable freehold Building Allotment, section No. 41, fronting the Avenue, and situated between the Wesleyan Reserve and Mr Trask's house. The section contains one acre, and will be sold in one lot, or will be divided. The terms are liberal. For particulars, apply at the Manawatu Herald Office.: [276, 759, 401, 838]
- insurance-signature: MURRAY, ROBERTS & CO., Wellington Agents.: [568, 1032, 697, 1050]
- bankrupt-heading: F. K. CROWTHER, A Bankrupt.: [286, 341, 391, 351]
- cable-source: (REUTER'S TELEGRAMS.): [26, 536, 114, 545]
- list-item: Natural History of the Year, 4s: [420, 754, 516, 763]
- list-item: The Waverley Novels—cheap edition is each,: [420, 502, 549, 523]
- list-item: Peveril of the Peak: [420, 622, 480, 631]
- list-item: 20—(Emerald) Free—200 ¼ sacks, 200 ⅛ sacks, 20 sacks flour, 20 sacks bran, 46 sacks sharps: [854, 1022, 980, 1049]
- list-item: 3. DISTRICT RACE, £20; entrance 21s; weight for age; distance, two miles. To start at 12.30 o'clock.: [558, 224, 697, 251]
- list-item: 27—Under bond—2 cases tobacco, 5 cases brandy, 100 gunnies sugar, 30 mats sugar. Free—190 sacks potatoes, 3 cases cheese, 30 bags flour: [854, 1151, 980, 1186]
- column-1: [4, 34, 138, 1478]
- list-item: Glen Luna: [420, 718, 454, 727]
- railway-subheading: FOXTON RACES.: [175, 944, 234, 953]
- list-item: 8. CONSOLATION STAKES; £10; handicap; distance, 1½ miles; entrance, 21s. To start at 4 o'clock.: [558, 362, 697, 388]
- list-item: About 300 NOVELS by different Authors at Cheap Prices.: [420, 802, 549, 823]
